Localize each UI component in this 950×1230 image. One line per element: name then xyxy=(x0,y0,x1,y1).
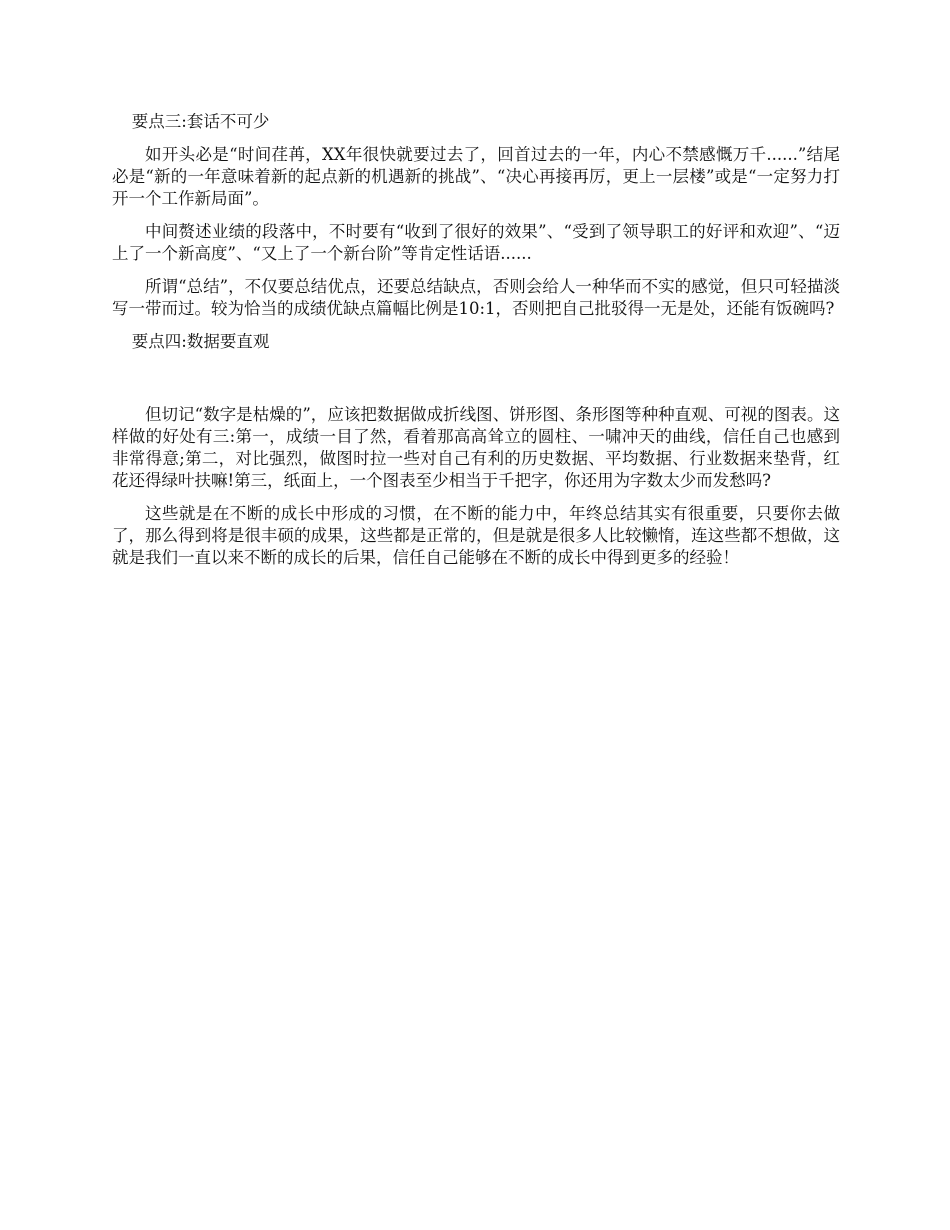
section-heading-3: 要点三:套话不可少 xyxy=(131,112,270,131)
document-body xyxy=(112,111,840,580)
blank-space xyxy=(112,364,840,404)
paragraph-middle-phrases: 中间赘述业绩的段落中，不时要有“收到了很好的效果”、“受到了领导职工的好评和欢迎”、“迈上了一个新高度”、“又上了一个新台阶”等肯定性话语...... xyxy=(112,222,840,263)
paragraph-opening-closing: 如开头必是“时间荏苒，XX年很快就要过去了，回首过去的一年，内心不禁感慨万千......”结尾必是“新的一年意味着新的起点新的机遇新的挑战”、“决心再接再厉，更上一层楼”或是“一定努力打开一个工作新局面”。 xyxy=(112,145,840,208)
paragraph-conclusion: 这些就是在不断的成长中形成的习惯，在不断的能力中，年终总结其实有很重要，只要你去做了，那么得到将是很丰硕的成果，这些都是正常的，但是就是很多人比较懒惰，连这些都不想做，这就是我们一直以来不断的成长的后果，信任自己能够在不断的成长中得到更多的经验！ xyxy=(112,504,840,567)
paragraph-charts: 但切记“数字是枯燥的”，应该把数据做成折线图、饼形图、条形图等种种直观、可视的图表。这样做的好处有三:第一，成绩一目了然，看着那高高耸立的圆柱、一啸冲天的曲线，信任自己也感到非常得意;第二，对比强烈，做图时拉一些对自己有利的历史数据、平均数据、行业数据来垫背，红花还得绿叶扶嘛!第三，纸面上，一个图表至少相当于千把字，你还用为字数太少而发愁吗? xyxy=(112,405,840,490)
section-heading-4: 要点四:数据要直观 xyxy=(131,332,270,351)
paragraph-summary-ratio: 所谓“总结”，不仅要总结优点，还要总结缺点，否则会给人一种华而不实的感觉，但只可轻描淡写一带而过。较为恰当的成绩优缺点篇幅比例是10:1，否则把自己批驳得一无是处，还能有饭碗吗? xyxy=(112,277,840,318)
